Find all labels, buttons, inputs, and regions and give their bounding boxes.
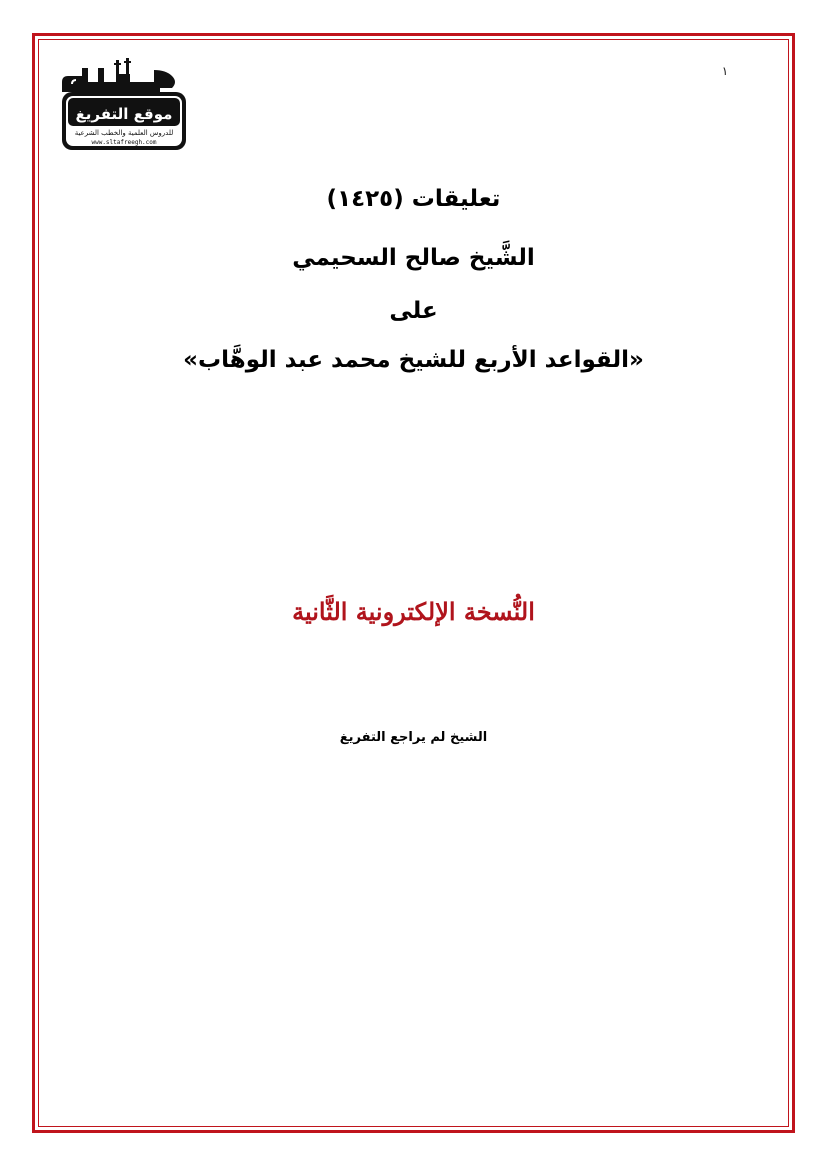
svg-text:موقع التفريغ: موقع التفريغ — [75, 105, 173, 123]
review-note: الشيخ لم يراجع التفريغ — [339, 730, 488, 745]
page-number: ١ — [721, 64, 729, 78]
svg-text:للدروس العلمية والخطب الشرعية: للدروس العلمية والخطب الشرعية — [74, 129, 174, 137]
site-logo — [58, 58, 186, 152]
salem-tafreegh-logo-icon — [58, 58, 186, 152]
book-title: «القواعد الأربع للشيخ محمد عبد الوهَّاب» — [183, 347, 644, 373]
edition-label: النُّسخة الإلكترونية الثَّانية — [292, 597, 535, 626]
preposition-on: على — [389, 298, 438, 324]
svg-text:www.sltafreegh.com: www.sltafreegh.com — [91, 139, 157, 146]
document-title: تعليقات (١٤٢٥) — [326, 186, 501, 212]
sheikh-name: الشَّيخ صالح السحيمي — [292, 245, 535, 271]
